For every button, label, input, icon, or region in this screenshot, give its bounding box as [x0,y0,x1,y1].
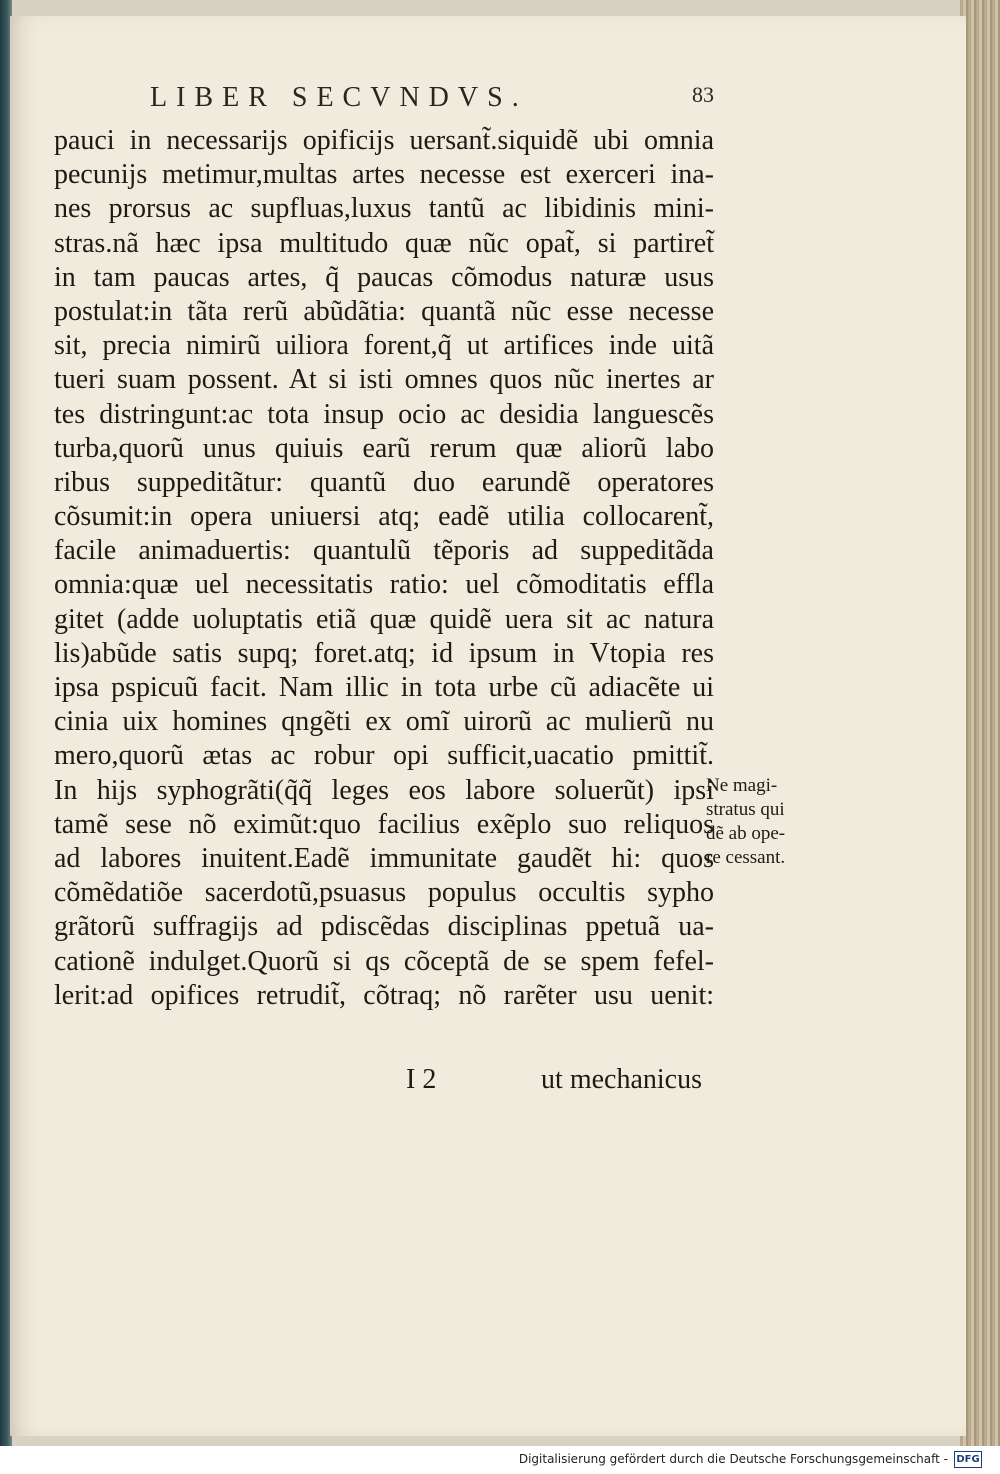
marginal-line: re cessant. [706,847,786,868]
running-head: LIBER SECVNDVS. [150,82,528,113]
text-line: tueri suam possent. At si isti omnes quos nũc inertes ar [54,364,714,396]
text-line: omnia:quæ uel necessitatis ratio: uel cõmoditatis effla [54,569,714,601]
text-line: lis)abũde satis supq; foret.atq; id ipsum in Vtopia res [54,637,714,669]
text-line: postulat:in tãta rerũ abũdãtia: quantã nũc esse necesse [54,295,714,327]
credit-bar [0,1446,1000,1474]
text-line: ad labores inuitent.Eadẽ immunitate gaudẽt hi: quos [54,842,714,874]
text-line: gitet (adde uoluptatis etiã quæ quidẽ uera sit ac natura [54,603,714,635]
text-line: cinia uix homines qngẽti ex omĩ uirorũ ac mulierũ nu [54,706,714,738]
text-line: In hijs syphogrãti(q̃q̃ leges eos labore soluerũt) ipsi [54,774,714,806]
catchword: ut mechanicus [541,1064,702,1095]
page-footer [54,1064,714,1100]
text-line: in tam paucas artes, q̃ paucas cõmodus naturæ usus [54,261,714,293]
folio-number: 83 [692,82,714,107]
text-line: sit, precia nimirũ uiliora forent,q̃ ut artifices inde uitã [54,330,714,362]
text-line: tes distringunt:ac tota insup ocio ac desidia languescẽs [54,398,714,430]
text-line: cõsumit:in opera uniuersi atq; eadẽ utilia collocarent̃, [54,501,714,533]
text-line: cõmẽdatiõe sacerdotũ,psuasus populus occultis sypho [54,877,714,909]
text-line: pecunijs metimur,multas artes necesse est exerceri ina- [54,159,714,191]
text-line: turba,quorũ unus quiuis earũ rerum quæ aliorũ labo [54,432,714,464]
text-line: tamẽ sese nõ eximũt:quo facilius exẽplo suo reliquos [54,808,714,840]
dfg-logo: DFG [954,1451,982,1468]
text-line: lerit:ad opifices retrudit̃, cõtraq; nõ rarẽter usu uenit: [54,979,714,1011]
signature-mark: I 2 [406,1064,437,1095]
text-line: facile animaduertis: quantulũ tẽporis ad suppeditãda [54,535,714,567]
body-text [54,124,714,1013]
text-line: cationẽ indulget.Quorũ si qs cõceptã de se spem fefel- [54,945,714,977]
text-line: stras.nã hæc ipsa multitudo quæ nũc opat̃, si partiret̃ [54,227,714,259]
marginal-line: Ne magi- [706,775,778,796]
marginal-line: dẽ ab ope- [706,823,786,844]
marginal-note [706,774,818,870]
credit-text: Digitalisierung gefördert durch die Deutsche Forschungsgemeinschaft - [518,1452,948,1466]
text-line: nes prorsus ac supfluas,luxus tantũ ac libidinis mini- [54,193,714,225]
marginal-line: stratus qui [706,799,785,820]
text-line: mero,quorũ ætas ac robur opi sufficit,uacatio pmittit̃. [54,740,714,772]
text-line: grãtorũ suffragijs ad pdiscẽdas disciplinas ppetuã ua- [54,911,714,943]
text-line: ipsa pspicuũ facit. Nam illic in tota urbe cũ adiacẽte ui [54,672,714,703]
text-line: pauci in necessarijs opificijs uersant̃.siquidẽ ubi omnia [54,125,714,156]
page-edges [960,0,1000,1446]
text-line: ribus suppeditãtur: quantũ duo earundẽ operatores [54,466,714,498]
